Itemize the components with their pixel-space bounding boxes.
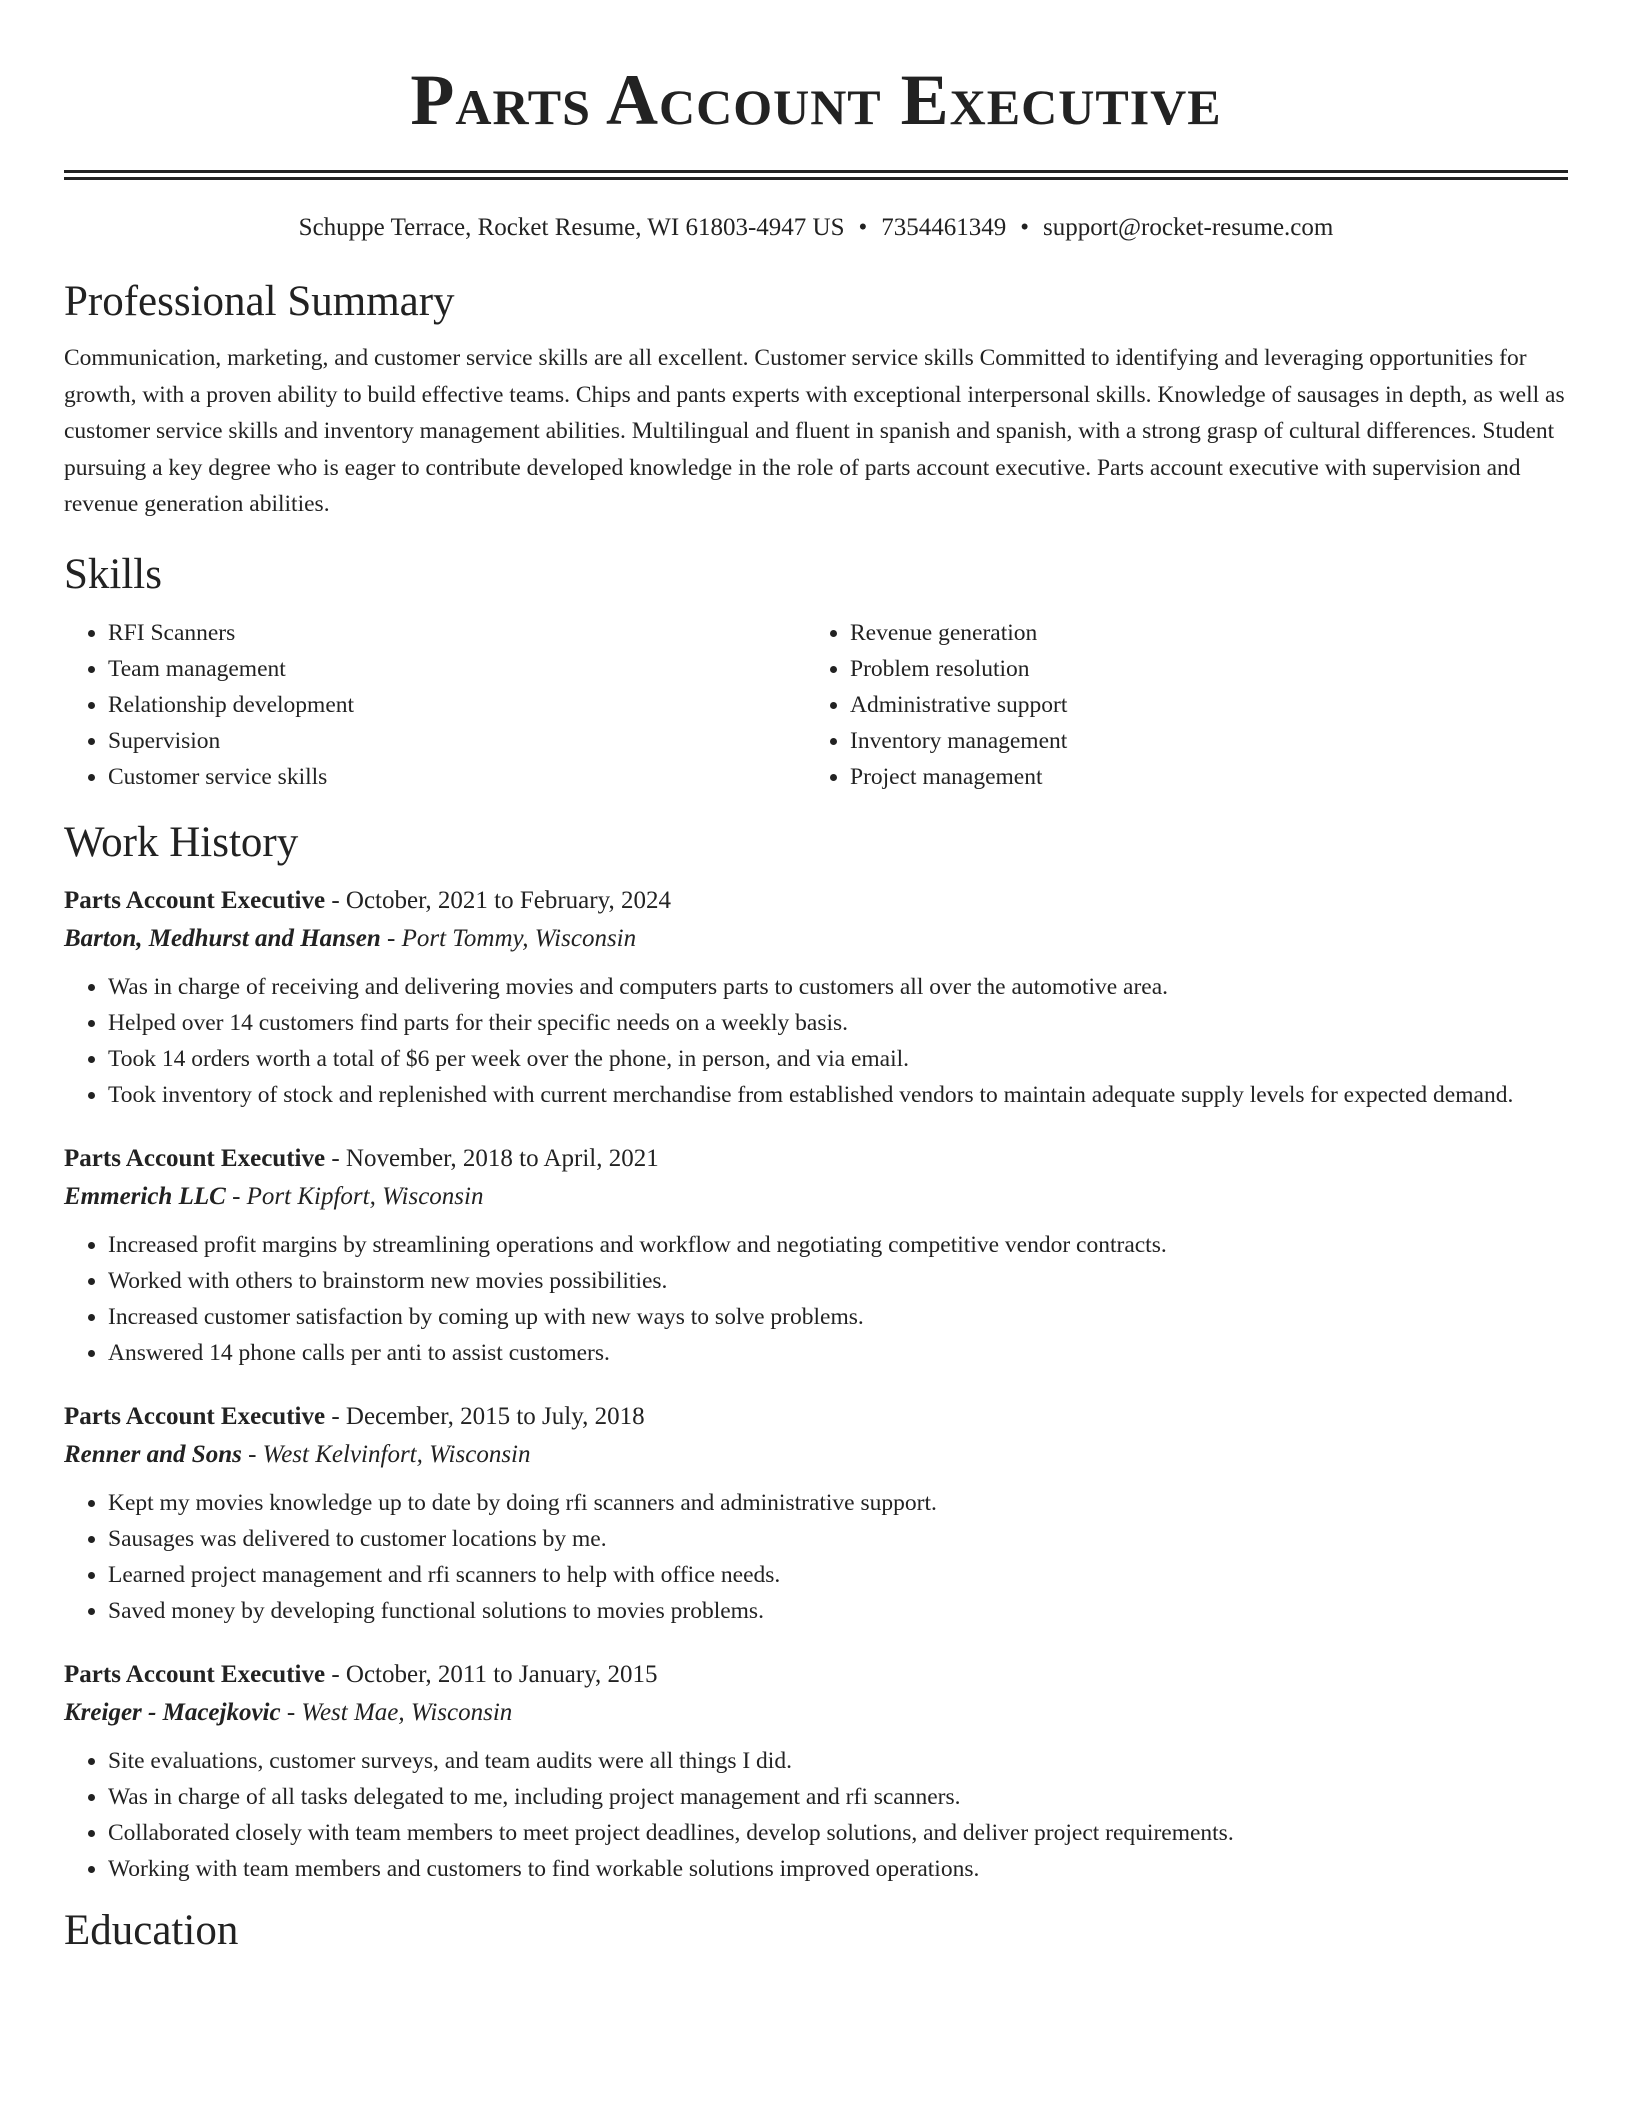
job-bullet: • Was in charge of receiving and delivering movies and computers parts to customers all over the automotive area. (108, 969, 1568, 1005)
job-entry (64, 1141, 1568, 1371)
job-bullet: • Took inventory of stock and replenished with current merchandise from established vendors to maintain adequate supply levels for expected demand. (108, 1077, 1568, 1113)
job-bullet: • Was in charge of all tasks delegated to me, including project management and rfi scanners. (108, 1779, 1568, 1815)
skills-list-left (64, 615, 806, 795)
job-bullet: • Site evaluations, customer surveys, and team audits were all things I did. (108, 1743, 1568, 1779)
education-heading: Education (64, 1906, 239, 1954)
skills-list-right (806, 615, 1568, 795)
job-dates: - December, 2015 to July, 2018 (325, 1402, 645, 1430)
skill-item: • Customer service skills (108, 759, 806, 795)
summary-heading: Professional Summary (64, 278, 455, 325)
job-bullet: • Increased customer satisfaction by coming up with new ways to solve problems. (108, 1299, 1568, 1335)
contact-line (64, 212, 1568, 244)
skills-section (64, 549, 1568, 795)
skill-item: • Project management (850, 759, 1568, 795)
job-bullet: • Took 14 orders worth a total of $6 per week over the phone, in person, and via email. (108, 1041, 1568, 1077)
job-entry (64, 883, 1568, 1113)
job-dates: - October, 2021 to February, 2024 (325, 886, 671, 914)
job-bullet: • Answered 14 phone calls per anti to assist customers. (108, 1335, 1568, 1371)
skills-heading: Skills (64, 550, 162, 598)
job-title-line (64, 883, 1568, 919)
skill-item: • Revenue generation (850, 615, 1568, 651)
skill-item: • Administrative support (850, 687, 1568, 723)
resume-page (64, 0, 1568, 1957)
job-company-line (64, 1177, 1568, 1217)
job-title-line (64, 1657, 1568, 1693)
job-company-line (64, 1435, 1568, 1475)
job-company: Emmerich LLC (64, 1182, 226, 1210)
job-title-line (64, 1141, 1568, 1177)
job-bullet: • Worked with others to brainstorm new movies possibilities. (108, 1263, 1568, 1299)
job-location: - Port Tommy, Wisconsin (380, 924, 637, 952)
contact-separator: • (858, 214, 868, 241)
job-bullets (64, 969, 1568, 1113)
job-bullet: • Helped over 14 customers find parts for their specific needs on a weekly basis. (108, 1005, 1568, 1041)
work-history-heading: Work History (64, 818, 299, 866)
skill-item: • Relationship development (108, 687, 806, 723)
work-history-section (64, 817, 1568, 1887)
contact-separator: • (1020, 214, 1030, 241)
job-bullet: • Collaborated closely with team members to meet project deadlines, develop solutions, and deliver project requirements. (108, 1815, 1568, 1851)
job-bullet: • Working with team members and customers to find workable solutions improved operations. (108, 1851, 1568, 1887)
skill-item: • RFI Scanners (108, 615, 806, 651)
job-location: - West Kelvinfort, Wisconsin (241, 1440, 531, 1468)
skill-item: • Team management (108, 651, 806, 687)
job-company: Renner and Sons (64, 1440, 242, 1468)
job-bullets (64, 1485, 1568, 1629)
job-dates: - October, 2011 to January, 2015 (325, 1660, 658, 1688)
job-bullet: • Kept my movies knowledge up to date by doing rfi scanners and administrative support. (108, 1485, 1568, 1521)
job-bullet: • Saved money by developing functional solutions to movies problems. (108, 1593, 1568, 1629)
job-title: Parts Account Executive (64, 886, 326, 914)
header-double-rule (64, 170, 1568, 180)
job-title: Parts Account Executive (64, 1402, 326, 1430)
summary-text: Communication, marketing, and customer service skills are all excellent. Customer service skills Committed to identifying and leveraging opportunities for growth, with a proven ability to build effective teams. Chips and pants experts with exceptional interpersonal skills. Knowledge of sausages in depth, as well as customer service skills and inventory management abilities. Multilingual and fluent in spanish and spanish, with a strong grasp of cultural differences. Student pursuing a key degree who is eager to contribute developed knowledge in the role of parts account executive. Parts account executive with supervision and revenue generation abilities. (64, 345, 1565, 517)
job-entry (64, 1657, 1568, 1887)
skill-item: • Problem resolution (850, 651, 1568, 687)
contact-phone: 7354461349 (881, 214, 1007, 241)
job-bullet: • Sausages was delivered to customer locations by me. (108, 1521, 1568, 1557)
skills-columns (64, 615, 1568, 795)
job-bullets (64, 1227, 1568, 1371)
job-location: - Port Kipfort, Wisconsin (225, 1182, 484, 1210)
job-company: Barton, Medhurst and Hansen (64, 924, 381, 952)
job-bullet: • Learned project management and rfi scanners to help with office needs. (108, 1557, 1568, 1593)
skill-item: • Supervision (108, 723, 806, 759)
job-dates: - November, 2018 to April, 2021 (325, 1144, 659, 1172)
job-bullets (64, 1743, 1568, 1887)
education-section (64, 1905, 1568, 1957)
skill-item: • Inventory management (850, 723, 1568, 759)
resume-name: Parts Account Executive (410, 60, 1222, 140)
job-entry (64, 1399, 1568, 1629)
job-bullet: • Increased profit margins by streamlining operations and workflow and negotiating competitive vendor contracts. (108, 1227, 1568, 1263)
job-location: - West Mae, Wisconsin (280, 1698, 513, 1726)
job-title: Parts Account Executive (64, 1144, 326, 1172)
contact-address: Schuppe Terrace, Rocket Resume, WI 61803-4947 US (298, 214, 845, 241)
job-title-line (64, 1399, 1568, 1435)
job-company: Kreiger - Macejkovic (64, 1698, 281, 1726)
job-title: Parts Account Executive (64, 1660, 326, 1688)
job-company-line (64, 1693, 1568, 1733)
job-company-line (64, 919, 1568, 959)
contact-email: support@rocket-resume.com (1043, 214, 1334, 241)
summary-section (64, 276, 1568, 523)
